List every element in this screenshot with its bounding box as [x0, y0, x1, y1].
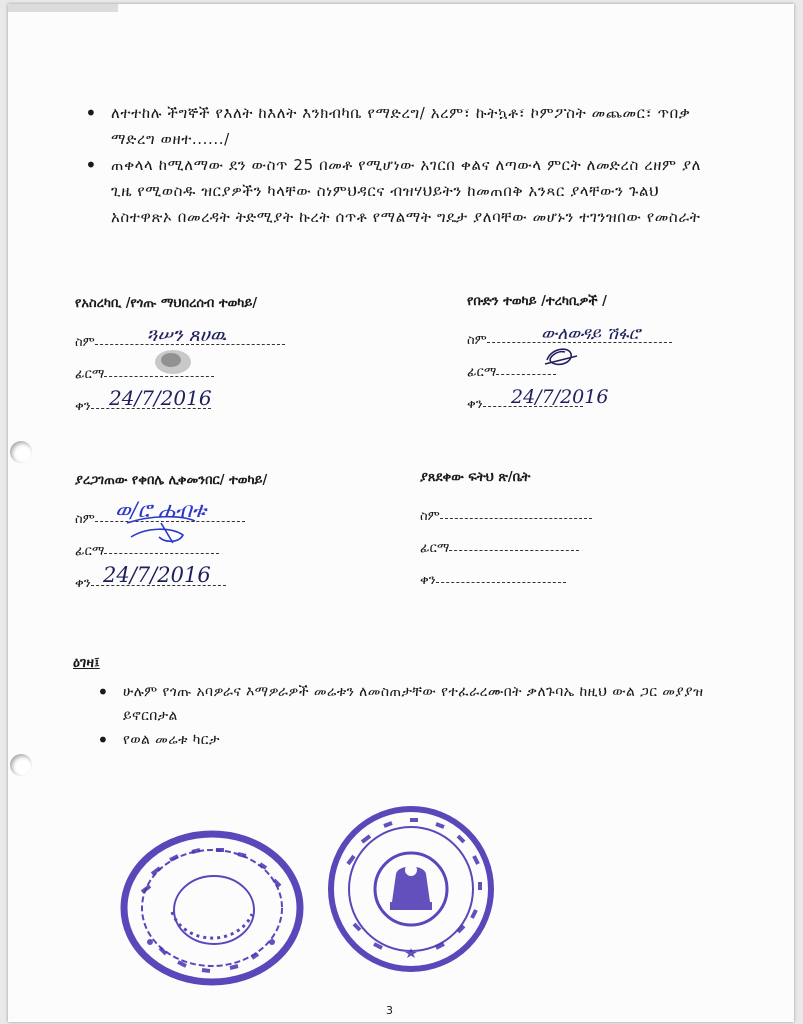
block-heading: የአስረካቢ /የጎጡ ማህበረሰብ ተወካይ/ — [75, 296, 258, 311]
name-signature: ወ/ሮ ሐብቱ — [115, 498, 207, 522]
sign-row — [420, 524, 720, 556]
name-row — [420, 492, 720, 524]
sign-line — [496, 374, 556, 375]
date-label: ቀን — [75, 399, 91, 414]
name-row — [467, 316, 767, 348]
obligation-item: • ጠቀላላ ከሚለማው ደን ውስጥ 25 በመቶ የሚሆነው አገርበ ቀልና ለጣውላ ምርት ለመድረስ ረዘም ያለ ጊዜ የሚወስዱ ዝርያዎችን ካላቸው ስነምህዳርና ብዝሃህይትን ከመጠበቅ አንጻር ያላቸውን ጉልህ አስተዋጽኦ በመረዳት ትድሚያት ኩረት ሰጥቶ የማልማት ግዴታ ያለባቸው መሆኑን ተገንዝበው የመስራት — [85, 152, 725, 230]
name-signature: ጓሠን ጸሀዉ — [147, 324, 227, 346]
sign-row — [75, 527, 395, 559]
sign-label: ፊርማ — [75, 544, 105, 559]
name-label: ስም — [467, 333, 487, 348]
name-label: ስም — [75, 512, 95, 527]
page-number: 3 — [386, 1004, 393, 1017]
block-heading: የቡድን ተወካይ /ተረካቢዎች / — [467, 294, 607, 309]
sign-label: ፊርማ — [420, 541, 450, 556]
name-label: ስም — [75, 335, 95, 350]
group-signature-block — [467, 294, 767, 412]
sign-line — [104, 553, 219, 554]
date-handwritten: 24/7/2016 — [109, 386, 212, 410]
sign-line — [449, 550, 579, 551]
name-line — [440, 518, 592, 519]
justice-office-block — [420, 470, 720, 588]
sign-row — [75, 350, 375, 382]
note-item: • ሁሉም የጎጡ አባዎራና እማዎራዎች መሬቱን ለመስጠታቸው የተፈራረሙበት ቃለጉባኤ ከዚህ ውል ጋር መያያዝ ይኖርበታል — [97, 680, 737, 728]
name-label: ስም — [420, 509, 440, 524]
sign-label: ፊርማ — [75, 367, 105, 382]
obligations-list — [85, 100, 725, 230]
block-heading: ያጸደቀው ፍትህ ጽ/ቤት — [420, 470, 531, 485]
date-label: ቀን — [420, 573, 436, 588]
note-list — [97, 680, 737, 752]
provider-signature-block — [75, 296, 375, 414]
signature-mark — [541, 342, 581, 372]
obligation-item: • ለተተከሉ ችግኞች የእለት ከእለት እንክብካቤ የማድረግ/ አረም፣ ኩትኳቶ፣ ኮምፖስት መጨመር፣ ጥበቃ ማድረግ ወዘተ....../ — [85, 100, 725, 152]
page-fold-shadow — [8, 4, 118, 12]
punch-hole — [10, 441, 32, 463]
official-seal-stamp — [318, 802, 504, 976]
date-row — [75, 382, 375, 414]
name-signature: ውለወዳይ ሽፋሮ — [541, 324, 640, 344]
block-heading: ያረጋገጠው የቀበሌ ሊቀመንበር/ ተወካይ/ — [75, 473, 268, 488]
official-seal-stamp — [112, 822, 308, 988]
date-handwritten: 24/7/2016 — [103, 563, 211, 587]
sign-label: ፊርማ — [467, 365, 497, 380]
date-label: ቀን — [467, 397, 483, 412]
note-title: ዕገዛ፤ — [73, 655, 100, 671]
signature-mark — [121, 513, 201, 549]
punch-hole — [10, 754, 32, 776]
ink-smudge — [147, 342, 199, 382]
date-row — [467, 380, 767, 412]
date-row — [420, 556, 720, 588]
date-row — [75, 559, 395, 591]
kebele-signature-block — [75, 473, 395, 591]
note-item: • የወል መሬቱ ካርታ — [97, 728, 737, 752]
name-row — [75, 318, 375, 350]
date-line — [436, 582, 566, 583]
sign-row — [467, 348, 767, 380]
date-handwritten: 24/7/2016 — [511, 386, 609, 408]
date-label: ቀን — [75, 576, 91, 591]
